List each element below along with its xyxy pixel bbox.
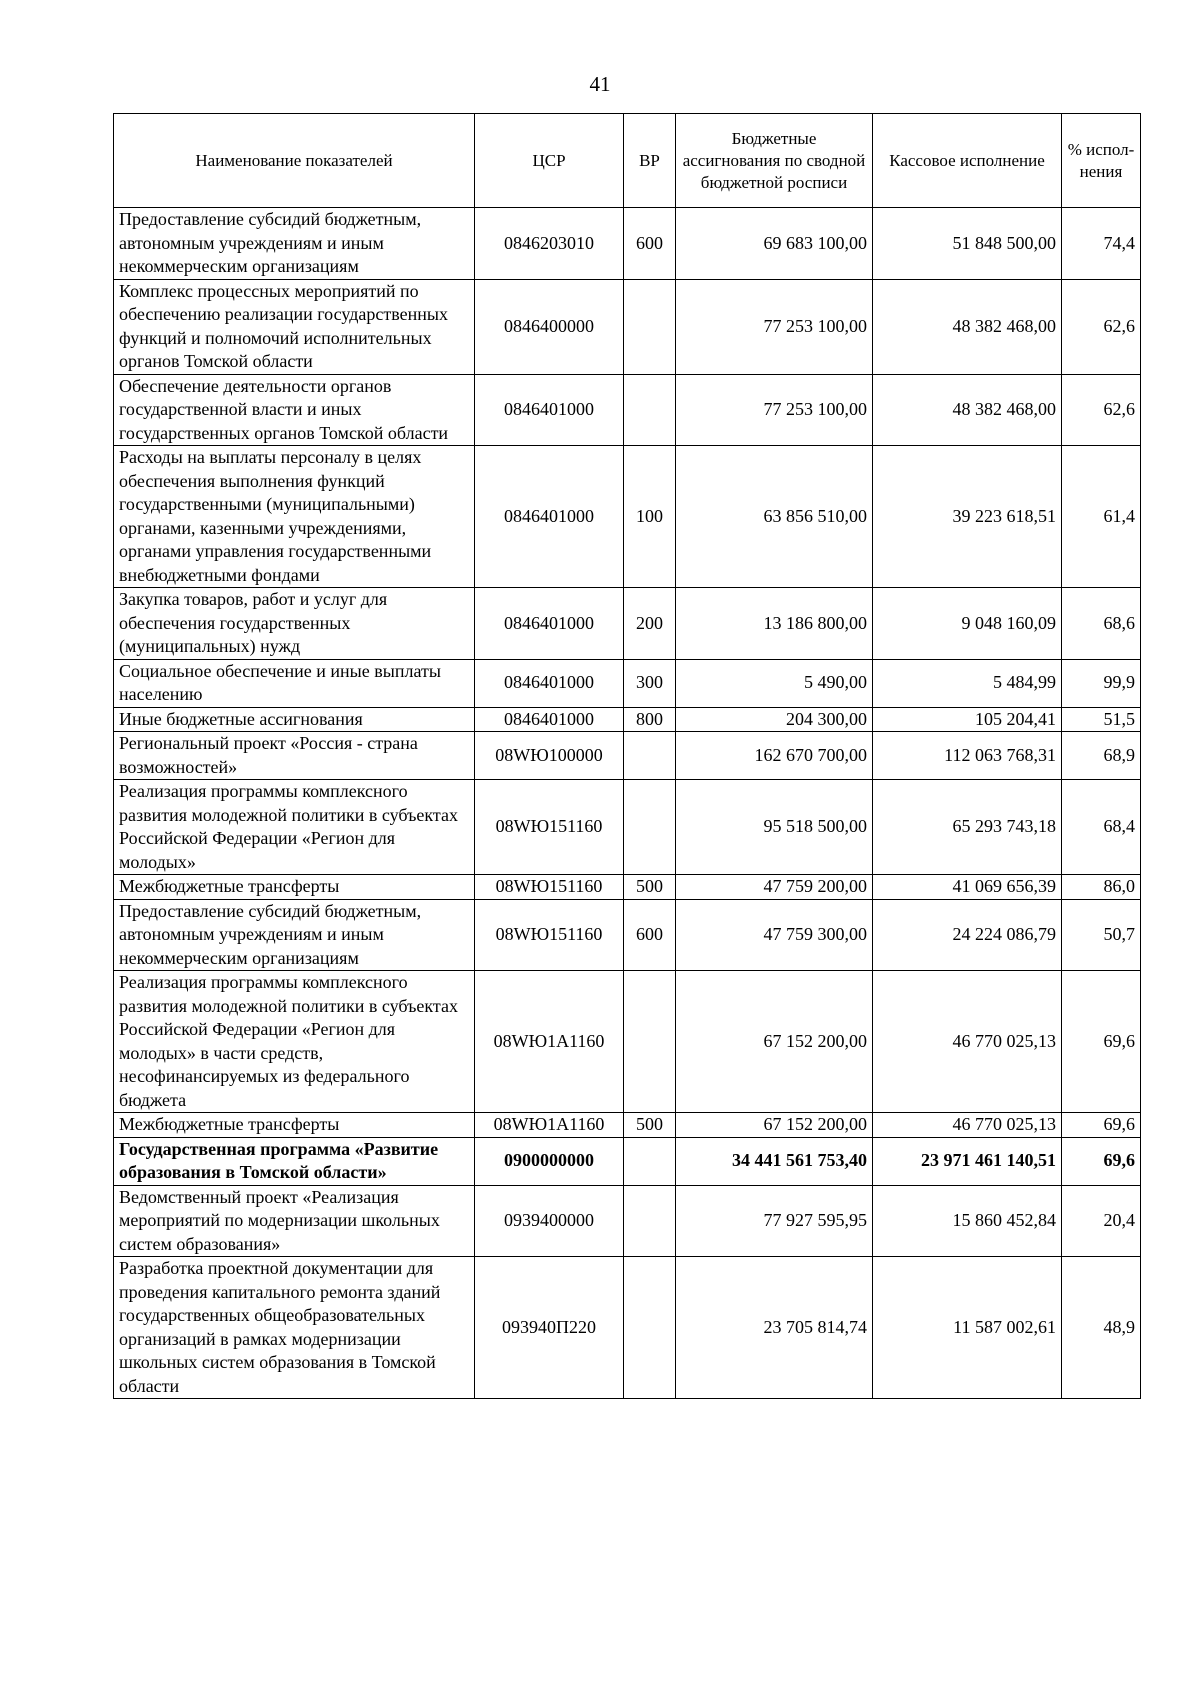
table-row [114,971,1141,1113]
row-name-cell: Межбюджетные трансферты [114,1113,475,1138]
table-body [114,208,1141,1399]
row-percent-cell: 69,6 [1062,1113,1141,1138]
row-csr-cell: 0846401000 [475,659,624,707]
row-vr-cell: 500 [624,1113,676,1138]
row-budget-cell: 5 490,00 [676,659,873,707]
row-csr-cell: 0939400000 [475,1185,624,1257]
row-budget-cell: 47 759 300,00 [676,899,873,971]
row-vr-cell: 600 [624,899,676,971]
table-row [114,780,1141,875]
table-row [114,707,1141,732]
row-percent-cell: 62,6 [1062,279,1141,374]
row-percent-cell: 99,9 [1062,659,1141,707]
row-vr-cell [624,1257,676,1399]
row-cash-cell: 39 223 618,51 [873,446,1062,588]
row-percent-cell: 20,4 [1062,1185,1141,1257]
row-budget-cell: 77 253 100,00 [676,279,873,374]
row-percent-cell: 68,6 [1062,588,1141,660]
row-cash-cell: 9 048 160,09 [873,588,1062,660]
row-cash-cell: 46 770 025,13 [873,1113,1062,1138]
row-csr-cell: 08WЮ1A1160 [475,971,624,1113]
header-csr: ЦСР [475,114,624,208]
table-row [114,732,1141,780]
row-budget-cell: 23 705 814,74 [676,1257,873,1399]
table-row [114,446,1141,588]
row-percent-cell: 68,9 [1062,732,1141,780]
row-percent-cell: 69,6 [1062,971,1141,1113]
row-budget-cell: 67 152 200,00 [676,971,873,1113]
table-row [114,659,1141,707]
row-name-cell: Региональный проект «Россия - страна возможностей» [114,732,475,780]
row-vr-cell [624,732,676,780]
row-percent-cell: 62,6 [1062,374,1141,446]
row-vr-cell [624,780,676,875]
row-percent-cell: 68,4 [1062,780,1141,875]
header-budget: Бюджетные ассигнования по сводной бюджетной росписи [676,114,873,208]
row-percent-cell: 86,0 [1062,875,1141,900]
row-vr-cell: 100 [624,446,676,588]
row-name-cell: Комплекс процессных мероприятий по обеспечению реализации государственных функций и полномочий исполнительных органов Томской области [114,279,475,374]
row-cash-cell: 105 204,41 [873,707,1062,732]
row-cash-cell: 11 587 002,61 [873,1257,1062,1399]
row-percent-cell: 74,4 [1062,208,1141,280]
row-cash-cell: 23 971 461 140,51 [873,1137,1062,1185]
row-name-cell: Социальное обеспечение и иные выплаты населению [114,659,475,707]
row-cash-cell: 48 382 468,00 [873,279,1062,374]
row-cash-cell: 24 224 086,79 [873,899,1062,971]
row-name-cell: Межбюджетные трансферты [114,875,475,900]
row-budget-cell: 77 927 595,95 [676,1185,873,1257]
row-cash-cell: 15 860 452,84 [873,1185,1062,1257]
row-percent-cell: 61,4 [1062,446,1141,588]
row-cash-cell: 48 382 468,00 [873,374,1062,446]
table-row [114,1137,1141,1185]
row-cash-cell: 51 848 500,00 [873,208,1062,280]
row-csr-cell: 0846401000 [475,588,624,660]
table-header-row [114,114,1141,208]
row-name-cell: Закупка товаров, работ и услуг для обеспечения государственных (муниципальных) нужд [114,588,475,660]
row-budget-cell: 47 759 200,00 [676,875,873,900]
row-vr-cell: 800 [624,707,676,732]
row-vr-cell [624,374,676,446]
row-budget-cell: 77 253 100,00 [676,374,873,446]
table-row [114,374,1141,446]
row-budget-cell: 67 152 200,00 [676,1113,873,1138]
page-number: 41 [589,72,611,96]
row-vr-cell: 500 [624,875,676,900]
header-percent: % испол-нения [1062,114,1141,208]
row-vr-cell: 200 [624,588,676,660]
header-cash: Кассовое исполнение [873,114,1062,208]
table-row [114,1257,1141,1399]
row-cash-cell: 46 770 025,13 [873,971,1062,1113]
row-name-cell: Обеспечение деятельности органов государственной власти и иных государственных органов Томской области [114,374,475,446]
row-vr-cell [624,279,676,374]
row-budget-cell: 34 441 561 753,40 [676,1137,873,1185]
row-vr-cell [624,971,676,1113]
row-vr-cell [624,1185,676,1257]
row-budget-cell: 13 186 800,00 [676,588,873,660]
row-name-cell: Предоставление субсидий бюджетным, автономным учреждениям и иным некоммерческим организациям [114,208,475,280]
row-percent-cell: 51,5 [1062,707,1141,732]
row-budget-cell: 63 856 510,00 [676,446,873,588]
budget-execution-table [113,113,1141,1399]
row-cash-cell: 65 293 743,18 [873,780,1062,875]
row-csr-cell: 08WЮ151160 [475,875,624,900]
table-row [114,899,1141,971]
row-vr-cell: 300 [624,659,676,707]
row-percent-cell: 48,9 [1062,1257,1141,1399]
row-csr-cell: 08WЮ100000 [475,732,624,780]
table-row [114,875,1141,900]
row-name-cell: Реализация программы комплексного развития молодежной политики в субъектах Российской Федерации «Регион для молодых» [114,780,475,875]
row-budget-cell: 95 518 500,00 [676,780,873,875]
row-cash-cell: 41 069 656,39 [873,875,1062,900]
row-csr-cell: 0846401000 [475,707,624,732]
table-row [114,588,1141,660]
row-name-cell: Расходы на выплаты персоналу в целях обеспечения выполнения функций государственными (муниципальными) органами, казенными учреждениями, органами управления государственными внебюджетными фондами [114,446,475,588]
table-row [114,1113,1141,1138]
row-csr-cell: 093940П220 [475,1257,624,1399]
row-budget-cell: 69 683 100,00 [676,208,873,280]
row-name-cell: Государственная программа «Развитие образования в Томской области» [114,1137,475,1185]
row-csr-cell: 0846203010 [475,208,624,280]
header-vr: ВР [624,114,676,208]
row-name-cell: Разработка проектной документации для проведения капитального ремонта зданий государственных общеобразовательных организаций в рамках модернизации школьных систем образования в Томской области [114,1257,475,1399]
row-cash-cell: 112 063 768,31 [873,732,1062,780]
row-name-cell: Иные бюджетные ассигнования [114,707,475,732]
row-budget-cell: 204 300,00 [676,707,873,732]
row-name-cell: Реализация программы комплексного развития молодежной политики в субъектах Российской Федерации «Регион для молодых» в части средств, несофинансируемых из федерального бюджета [114,971,475,1113]
row-csr-cell: 0846401000 [475,374,624,446]
row-cash-cell: 5 484,99 [873,659,1062,707]
row-percent-cell: 50,7 [1062,899,1141,971]
row-csr-cell: 08WЮ1A1160 [475,1113,624,1138]
table-row [114,208,1141,280]
table-row [114,1185,1141,1257]
header-name: Наименование показателей [114,114,475,208]
row-csr-cell: 0846400000 [475,279,624,374]
row-budget-cell: 162 670 700,00 [676,732,873,780]
row-vr-cell: 600 [624,208,676,280]
row-percent-cell: 69,6 [1062,1137,1141,1185]
row-csr-cell: 08WЮ151160 [475,899,624,971]
row-name-cell: Предоставление субсидий бюджетным, автономным учреждениям и иным некоммерческим организациям [114,899,475,971]
row-csr-cell: 0900000000 [475,1137,624,1185]
row-name-cell: Ведомственный проект «Реализация мероприятий по модернизации школьных систем образования» [114,1185,475,1257]
row-csr-cell: 0846401000 [475,446,624,588]
row-csr-cell: 08WЮ151160 [475,780,624,875]
row-vr-cell [624,1137,676,1185]
table-row [114,279,1141,374]
